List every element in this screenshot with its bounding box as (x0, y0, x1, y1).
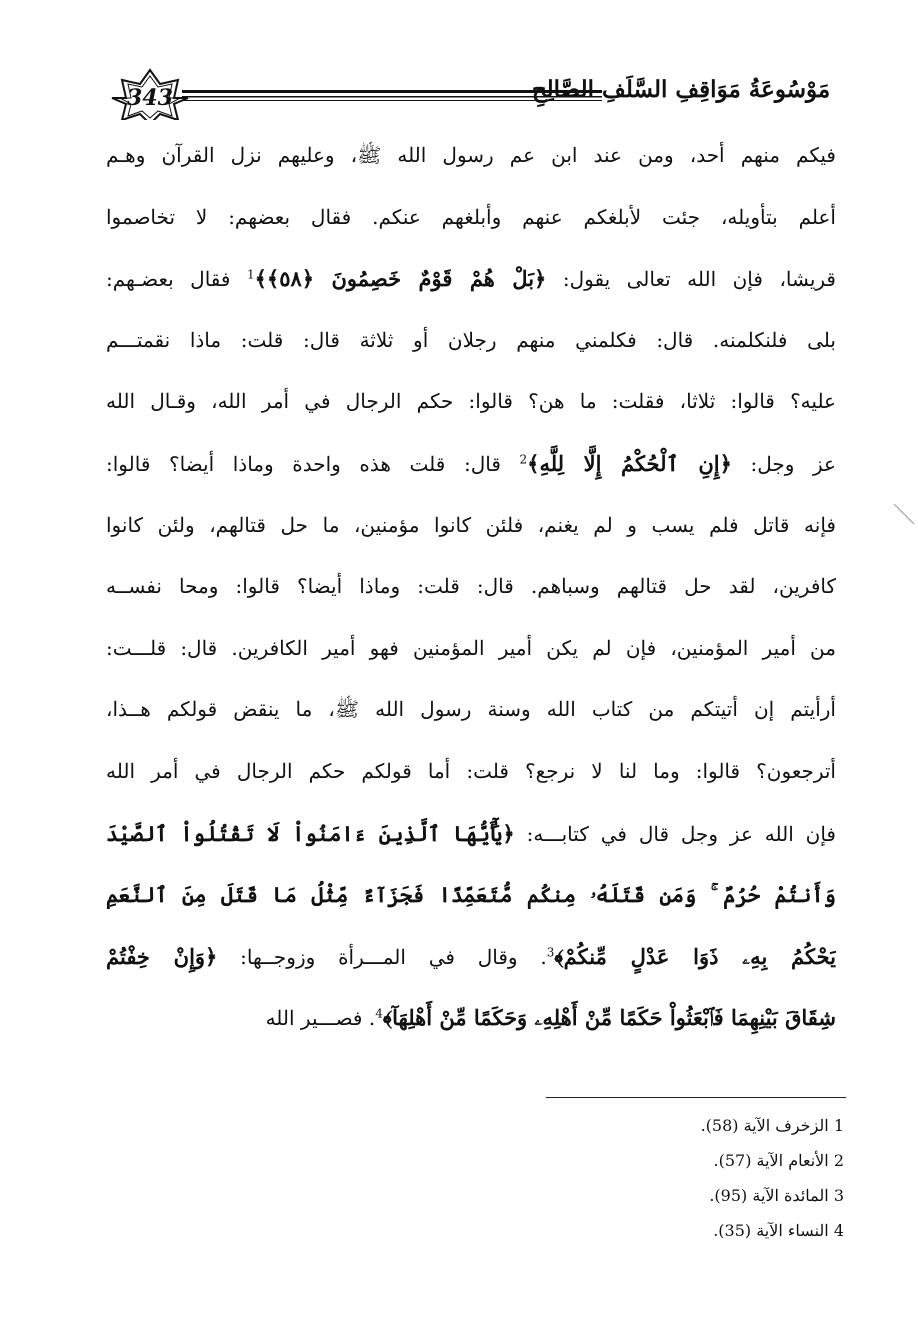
footnote-separator (546, 1097, 846, 1098)
page-number: 343 (127, 85, 173, 111)
text-line (106, 987, 836, 1049)
text-line (106, 926, 836, 988)
quran-verse: ﴿يَٰٓأَيُّهَا ٱلَّذِينَ ءَامَنُواْ لَا تَقْتُلُواْ ٱلصَّيْدَ (106, 820, 515, 846)
text-run: فيكم منهم أحد، ومن عند ابن عم رسول الله ﷺ، وعليهم نزل القرآن وهـم (106, 143, 836, 167)
text-line (106, 864, 836, 926)
footnote-ref: 3 (546, 945, 555, 960)
text-run: فإنه قاتل فلم يسب و لم يغنم، فلئن كانوا مؤمنين، ما حل قتالهم، ولئن كانوا (106, 512, 836, 537)
text-line (106, 310, 836, 372)
text-line (106, 371, 836, 433)
text-line (106, 187, 836, 249)
text-line (106, 741, 836, 803)
text-run: عليه؟ قالوا: ثلاثا، فقلت: ما هن؟ قالوا: حكم الرجال في أمر الله، وقـال الله (106, 389, 836, 414)
text-run: . فصـــير الله (265, 1006, 376, 1031)
text-run: . وقال في المـــرأة وزوجــها: (217, 944, 547, 969)
text-line (106, 248, 836, 310)
text-run: قريشا، فإن الله تعالى يقول: (546, 267, 836, 292)
quran-verse: شِقَاقَ بَيْنِهِمَا فَٱبْعَثُواْ حَكَمًا مِّنْ أَهْلِهِۦ وَحَكَمًا مِّنْ أَهْلِهَآ﴾ (382, 1005, 836, 1031)
margin-mark (892, 500, 918, 530)
quran-verse: وَأَنتُمْ حُرُمٌ ۚ وَمَن قَتَلَهُۥ مِنكُم مُّتَعَمِّدًا فَجَزَآءٌ مِّثْلُ مَا قَتَلَ مِنَ ٱلنَّعَمِ (106, 882, 836, 908)
footnote-ref: 1 (246, 267, 255, 282)
text-run: قال: قلت هذه واحدة وماذا أيضا؟ قالوا: (106, 451, 520, 476)
text-run: أرأيتم إن أتيتكم من كتاب الله وسنة رسول الله ﷺ، ما ينقض قولكم هــذا، (106, 697, 836, 722)
text-line (106, 433, 836, 495)
text-line (106, 618, 836, 680)
text-line (106, 125, 836, 187)
quran-verse: ﴿بَلْ هُمْ قَوْمٌ خَصِمُونَ ﴿٥٨﴾﴾ (254, 266, 547, 292)
text-run: أعلم بتأويله، جئت لأبلغكم عنهم وأبلغهم عنكم. فقال بعضهم: لا تخاصموا (106, 204, 836, 229)
text-line (106, 556, 836, 618)
quran-verse: ﴿إِنِ ٱلْحُكْمُ إِلَّا لِلَّهِ﴾ (527, 450, 732, 476)
footnote-2: 2 الأنعام الآية (57). (713, 1151, 844, 1170)
footnote-ref: 4 (375, 1006, 383, 1021)
text-run: من أمير المؤمنين، فإن لم يكن أمير المؤمنين فهو أمير الكافرين. قال: قلـــت: (106, 635, 836, 660)
text-run: كافرين، لقد حل قتالهم وسباهم. قال: قلت: وماذا أيضا؟ قالوا: ومحا نفســه (106, 574, 836, 599)
footnotes (424, 1108, 844, 1248)
text-run: فقال بعضـهم: (106, 267, 247, 292)
text-line (106, 495, 836, 557)
quran-verse: ﴿وَإِنْ خِفْتُمْ (106, 943, 218, 969)
footnote-1: 1 الزخرف الآية (58). (700, 1116, 844, 1135)
page-header (0, 0, 918, 120)
quran-verse: يَحْكُمُ بِهِۦ ذَوَا عَدْلٍ مِّنكُمْ﴾ (554, 943, 836, 969)
main-text (106, 125, 836, 1049)
text-run: عز وجل: (731, 451, 836, 476)
footnote-3: 3 المائدة الآية (95). (709, 1186, 844, 1205)
footnote-4: 4 النساء الآية (35). (713, 1221, 844, 1240)
text-line (106, 679, 836, 741)
book-title: مَوْسُوعَةُ مَوَاقِفِ السَّلَفِ الصَّالِحِ (531, 75, 831, 103)
text-run: بلى فلنكلمنه. قال: فكلمني منهم رجلان أو ثلاثة قال: قلت: ماذا نقمتـــم (106, 327, 836, 352)
text-line (106, 803, 836, 865)
footnote-ref: 2 (519, 452, 528, 467)
text-run: فإن الله عز وجل قال في كتابـــه: (514, 821, 836, 846)
text-run: أترجعون؟ قالوا: وما لنا لا نرجع؟ قلت: أما قولكم حكم الرجال في أمر الله (106, 758, 836, 783)
